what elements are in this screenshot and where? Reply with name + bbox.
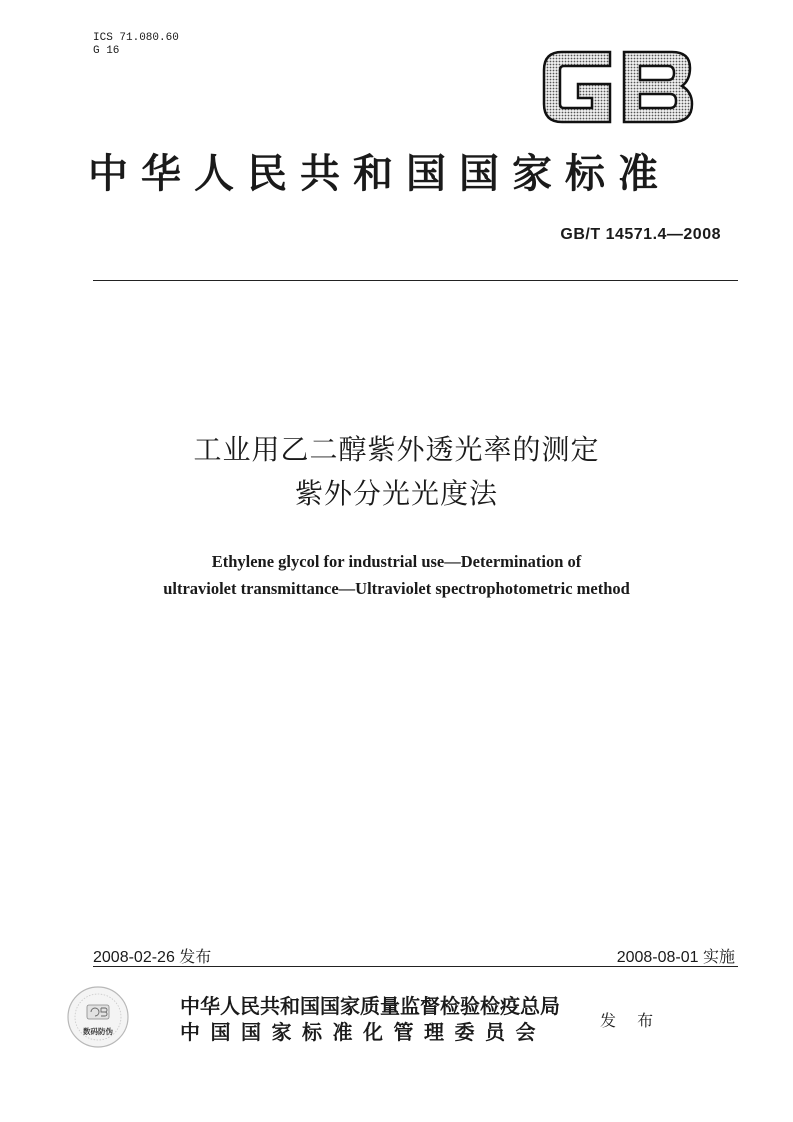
seal-label: 数码防伪 <box>83 1027 113 1036</box>
english-title-line-1: Ethylene glycol for industrial use—Determination of <box>211 552 582 571</box>
issuing-authorities <box>180 993 560 1045</box>
issuer-sac: 中国国家标准化管理委员会 <box>180 1020 546 1044</box>
classification-codes <box>93 32 179 58</box>
footer-divider <box>93 966 738 967</box>
chinese-title-line-2: 紫外分光光度法 <box>294 477 498 510</box>
anti-counterfeit-seal-icon <box>66 985 130 1049</box>
implementation-date: 2008-08-01 实施 <box>616 949 735 966</box>
english-title-line-2: ultraviolet transmittance—Ultraviolet spectrophotometric method <box>163 579 630 598</box>
chinese-title <box>0 428 793 516</box>
gb-logo-icon <box>540 48 696 126</box>
national-standard-title: 中华人民共和国国家标准 <box>88 150 671 197</box>
publish-label: 发 布 <box>600 1011 662 1030</box>
standard-number: GB/T 14571.4—2008 <box>560 226 721 243</box>
ics-code: ICS 71.080.60 <box>93 32 179 44</box>
class-code: G 16 <box>93 45 120 57</box>
header-divider <box>93 280 738 281</box>
issue-date: 2008-02-26 发布 <box>93 949 212 966</box>
issuer-aqsiq: 中华人民共和国国家质量监督检验检疫总局 <box>180 994 560 1018</box>
chinese-title-line-1: 工业用乙二醇紫外透光率的测定 <box>193 433 600 466</box>
english-title <box>0 548 793 602</box>
